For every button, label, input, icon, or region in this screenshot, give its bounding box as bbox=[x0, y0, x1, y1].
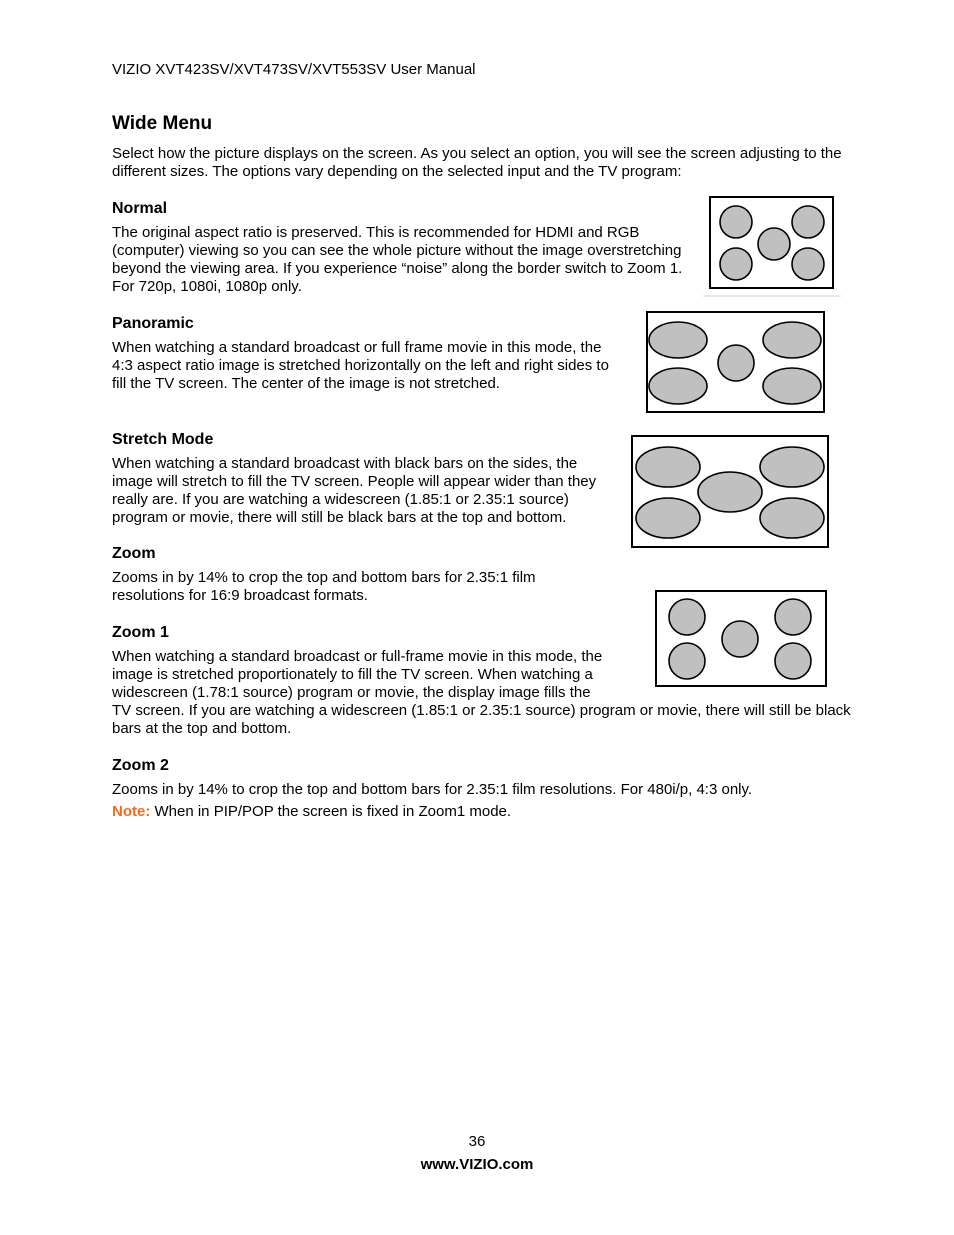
intro-paragraph: Select how the picture displays on the screen. As you select an option, you will see the screen adjusting to the different sizes. The options vary depending on the selected input and the TV program: bbox=[112, 145, 842, 180]
note-label: Note: bbox=[112, 803, 151, 820]
stretch-mode-body: When watching a standard broadcast with black bars on the sides, the image will stretch to fill the TV screen. People will appear wider than they really are. If you are watching a widescreen (1.85:1 or 2.35:1 source) program or movie, there will still be black bars at the top and bottom. bbox=[112, 455, 597, 526]
note bbox=[112, 803, 511, 820]
normal-heading: Normal bbox=[112, 200, 168, 217]
panoramic-body: When watching a standard broadcast or full frame movie in this mode, the 4:3 aspect ratio image is stretched horizontally on the left and right sides to fill the TV screen. The center of the image is not stretched. bbox=[112, 339, 609, 392]
note-text: When in PIP/POP the screen is fixed in Zoom1 mode. bbox=[150, 803, 512, 820]
zoom1-body-bottom: TV screen. If you are watching a widescreen (1.85:1 or 2.35:1 source) program or movie, there will still be black bars at the top and bottom. bbox=[112, 702, 851, 737]
page-number: 36 bbox=[468, 1133, 486, 1150]
zoom2-body: Zooms in by 14% to crop the top and bottom bars for 2.35:1 film resolutions. For 480i/p, 4:3 only. bbox=[112, 781, 753, 798]
panoramic-mode-illustration bbox=[645, 310, 827, 416]
zoom2-heading: Zoom 2 bbox=[112, 757, 169, 774]
zoom-mode-illustration bbox=[654, 589, 829, 689]
zoom-body: Zooms in by 14% to crop the top and bottom bars for 2.35:1 film resolutions for 16:9 broadcast formats. bbox=[112, 569, 536, 604]
footer-url: www.VIZIO.com bbox=[420, 1156, 534, 1173]
document-header: VIZIO XVT423SV/XVT473SV/XVT553SV User Manual bbox=[112, 61, 476, 78]
zoom-heading: Zoom bbox=[112, 545, 156, 562]
stretch-mode-heading: Stretch Mode bbox=[112, 431, 214, 448]
normal-mode-illustration bbox=[703, 192, 841, 298]
normal-body: The original aspect ratio is preserved. This is recommended for HDMI and RGB (computer) viewing so you can see the whole picture without the image overstretching beyond the viewing area. If you experience “noise” along the border switch to Zoom 1. For 720p, 1080i, 1080p only. bbox=[112, 224, 683, 295]
stretch-mode-illustration bbox=[630, 434, 831, 550]
section-title: Wide Menu bbox=[112, 113, 213, 134]
zoom1-heading: Zoom 1 bbox=[112, 624, 169, 641]
zoom1-body-top: When watching a standard broadcast or full-frame movie in this mode, the image is stretched proportionately to fill the TV screen. When watching a widescreen (1.78:1 source) program or movie, the display image fills the bbox=[112, 648, 603, 701]
panoramic-heading: Panoramic bbox=[112, 315, 194, 332]
